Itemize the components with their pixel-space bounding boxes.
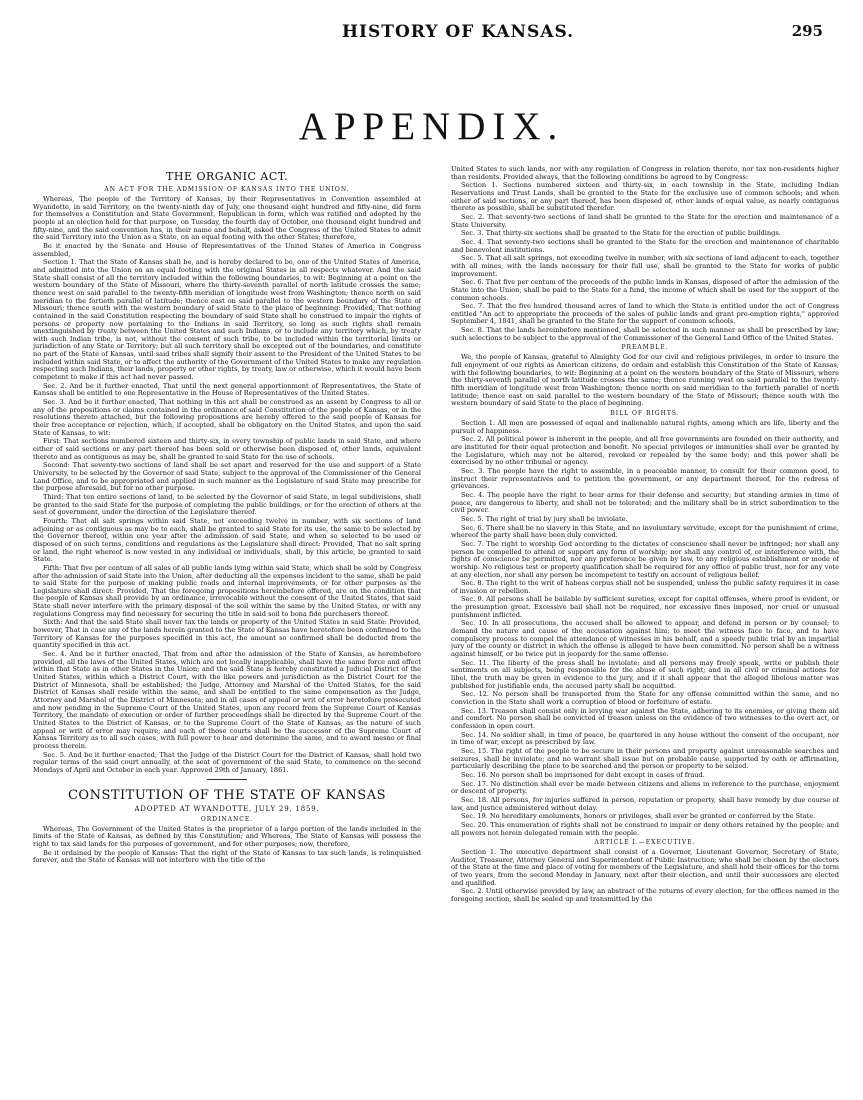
paragraph: Sec. 4. And be it further enacted, That from and after the admission of the State of Kansas, as hereinbefore provided, all the laws of the United States, which are not locally inapplicable, shall have the same force and effect within that State as in other States in the Union; and the said State is hereby constituted a Judicial District of the United States, within which a District Court, with the like powers and jurisdiction as the District Court for the District of Minnesota, shall be established; the Judge, Attorney and Marshal of the United States, for the said District of Kansas shall reside within the same, and shall be entitled to the same compensation as the Judge, Attorney and Marshal of the District of Minnesota; and in all cases of appeal or writ of error heretofore prosecuted and now pending in the Supreme Court of the United States, upon any record from the Supreme Court of Kansas Territory, the mandate of execution or order of further proceedings shall be directed by the Supreme Court of the United States to the District of Kansas, or to the Supreme Court of the State of Kansas, as the nature of such appeal or writ of error may require; and each of those courts shall be the successor of the Supreme Court of Kansas Territory as to all such cases, with full power to hear and determine the same, and to award mesne or final process therein. xyxy=(33,650,421,750)
paragraph: Sec. 7. That the five hundred thousand acres of land to which the State is entitled under the act of Congress entitled "An act to appropriate the proceeds of the sales of public lands and grant pre-emption rights," approved September 4, 1841, shall be granted to the State for the support of common schools. xyxy=(451,302,839,326)
paragraph: Sec. 12. No person shall be transported from the State for any offense committed within the same, and no conviction in the State shall work a corruption of blood or forfeiture of estate. xyxy=(451,690,839,706)
paragraph: Sec. 2. All political power is inherent in the people, and all free governments are founded on their authority, and are instituted for their equal protection and benefit. No special privileges or immunities shall ever be granted by the Legislature, which may not be altered, revoked or repealed by the same body; and this power shall be exercised by no other tribunal or agency. xyxy=(451,435,839,467)
paragraph: Second: That seventy-two sections of land shall be set apart and reserved for the use and support of a State University, to be selected by the Governor of said State, subject to the approval of the Commissioner of the General Land Office, and to be appropriated and applied in such manner as the Legislature of said State may prescribe for the purpose aforesaid, but for no other purpose. xyxy=(33,461,421,493)
paragraph: Sec. 11. The liberty of the press shall be inviolate; and all persons may freely speak, write or publish their sentiments on all subjects, being responsible for the abuse of such right; and in all civil or criminal actions for libel, the truth may be given in evidence to the jury, and if it shall appear that the alleged libelous matter was published for justifiable ends, the accused party shall be acquitted. xyxy=(451,658,839,690)
paragraph: Section 1. Sections numbered sixteen and thirty-six, in each township in the State, including Indian Reservations and Trust Lands, shall be granted to the State for the exclusive use of common schools; and when either of said sections, or any part thereof, has been disposed of, other lands of equal value, as nearly contiguous thereto as possible, shall be substituted therefor. xyxy=(451,181,839,213)
paragraph: Sec. 5. And be it further enacted, That the Judge of the District Court for the District of Kansas, shall hold two regular terms of the said court annually, at the seat of government of the said State, to commence on the second Mondays of April and October in each year. Approved 29th of January, 1861. xyxy=(33,750,421,774)
paragraph: Sec. 3. That thirty-six sections shall be granted to the State for the erection of public buildings. xyxy=(461,229,781,238)
paragraph: Sec. 16. No person shall be imprisoned for debt except in cases of fraud. xyxy=(461,770,705,779)
paragraph: Whereas, The Government of the United States is the proprietor of a large portion of the lands included in the limits of the State of Kansas, as defined by this Constitution; and Whereas, The State of Kansas will possess the right to tax said lands for the purposes of government, and for other purposes; now, therefore, xyxy=(33,824,421,848)
paragraph: Sec. 18. All persons, for injuries suffered in person, reputation or property, shall have remedy by due course of law, and justice administered without delay. xyxy=(451,795,839,812)
paragraph: Fifth: That five per centum of all sales of all public lands lying within said State, which shall be sold by Congress after the admission of said State into the Union, after deducting all the expenses incident to the same, shall be paid to said State for the purpose of making public roads and internal improvements, or for other purposes as the Legislature shall direct: Provided, That the foregoing propositions hereinbefore offered, are on the condition that the people of Kansas shall provide by an ordinance, irrevocable without the consent of the United States, that said State shall never interfere with the primary disposal of the soil within the same by the United States, or with any regulations Congress may find necessary for securing the title in said soil to bona fide purchasers thereof. xyxy=(33,563,421,618)
paragraph: Section 1. The executive department shall consist of a Governor, Lieutenant Governor, Secretary of State, Auditor, Treasurer, Attorney General and Superintendent of Public Instruction; who shall be chosen by the electors of the State at the time and place of voting for members of the Legislature, and shall hold their offices for the term of two years, from the second Monday in January, next after their election, and until their successors are elected and qualified. xyxy=(451,848,839,887)
paragraph: Sec. 10. In all prosecutions, the accused shall be allowed to appear, and defend in person or by counsel; to demand the nature and cause of the accusation against him; to meet the witness face to face, and to have compulsory process to compel the attendance of witnesses in his behalf, and a speedy public trial by an impartial jury of the county or district in which the offense is alleged to have been committed. No person shall be a witness against himself, or be twice put in jeopardy for the same offense. xyxy=(451,619,839,659)
paragraph: Sec. 13. Treason shall consist only in levying war against the State, adhering to its enemies, or giving them aid and comfort. No person shall be convicted of treason unless on the evidence of two witnesses to the overt act, or confession in open court. xyxy=(451,706,839,730)
paragraph: Sec. 8. The right to the writ of habeas corpus shall not be suspended, unless the public safety requires it in case of invasion or rebellion. xyxy=(451,579,839,595)
preamble-label: PREAMBLE. xyxy=(621,344,669,352)
paragraph: Fourth: That all salt springs within said State, not exceeding twelve in number, with six sections of land adjoining or as contiguous as may be to each, shall be granted to said State for its use, the same to be selected by the Governor thereof, within one year after the admission of said State, and when so selected to be used or disposed of on such terms, conditions and regulations as the Legislature shall direct: Provided, That no salt spring or land, the right whereof is now vested in any individual or individuals, shall, by this article, be granted to said State. xyxy=(33,516,421,564)
paragraph: Be it enacted by the Senate and House of Representatives of the United States of America in Congress assembled, xyxy=(33,241,421,258)
paragraph: Sec. 19. No hereditary emoluments, honors or privileges, shall ever be granted or conferred by the State. xyxy=(461,812,816,821)
paragraph: United States to such lands, nor with any regulation of Congress in relation thereto, nor tax non-residents higher than residents. Provided always, that the following conditions be agreed to by Congress: xyxy=(451,166,839,181)
paragraph: Sec. 4. The people have the right to bear arms for their defense and security; but standing armies in time of peace, are dangerous to liberty, and shall not be tolerated; and the military shall be in strict subordination to the civil power. xyxy=(451,490,839,515)
paragraph: Sec. 14. No soldier shall, in time of peace, be quartered in any house without the consent of the occupant, nor in time of war, except as prescribed by law. xyxy=(451,730,839,747)
paragraph: Sec. 3. The people have the right to assemble, in a peaceable manner, to consult for their common good, to instruct their representatives and to petition the government, or any department thereof, for the redress of grievances. xyxy=(451,466,839,491)
paragraph: Whereas, The people of the Territory of Kansas, by their Representatives in Convention assembled at Wyandotte, in said Territory, on the twenty-ninth day of July, one thousand eight hundred and fifty-nine, did form for themselves a Constitution and State Government, Republican in form, which was ratified and adopted by the people at an election held for that purpose, on Tuesday, the fourth day of October, one thousand eight hundred and fifty-nine, and the said convention has, in their name and behalf, asked the Congress of the United States to admit the said Territory into the Union as a State, on an equal footing with the other States; therefore, xyxy=(33,195,421,242)
paragraph: Sec. 20. This enumeration of rights shall not be construed to impair or deny others retained by the people; and all powers not herein delegated remain with the people. xyxy=(451,820,839,837)
paragraph: Sec. 6. There shall be no slavery in this State, and no involuntary servitude, except for the punishment of crime, whereof the party shall have been duly convicted. xyxy=(451,523,839,540)
paragraph: Sec. 4. That seventy-two sections shall be granted to the State for the erection and maintenance of charitable and benevolent institutions. xyxy=(451,237,839,254)
preamble-text: We, the people of Kansas, grateful to Almighty God for our civil and religious privileges, in order to insure the full enjoyment of our rights as American citizens, do ordain and establish this Constitution of the State of Kansas, with the following boundaries, to wit: Beginning at a point on the western boundary of the State of Missouri, where the thirty-seventh parallel of north latitude crosses the same; thence running west on said parallel to the twenty-fifth meridian of longitude west from Washington; thence north on said meridian to the fortieth parallel of north latitude; thence east on said parallel to the western boundary of the State of Missouri; thence south with the western boundary of said State to the place of beginning. xyxy=(451,353,839,408)
paragraph: Sec. 2. That seventy-two sections of land shall be granted to the State for the erection and maintenance of a State University. xyxy=(451,212,839,229)
right-column xyxy=(451,166,839,1096)
organic-act-heading: THE ORGANIC ACT. xyxy=(166,170,288,183)
paragraph: Sec. 17. No distinction shall ever be made between citizens and aliens in reference to the purchase, enjoyment or descent of property. xyxy=(451,779,839,796)
paragraph: Sec. 3. And be it further enacted, That nothing in this act shall be construed as an assent by Congress to all or any of the propositions or claims contained in the ordinance of said Constitution of the people of Kansas, or in the resolutions thereto attached, but the following propositions are hereby offered to the said people of Kansas for their free acceptance or rejection, which, if accepted, shall be obligatory on the United States, and upon the said State of Kansas, to wit: xyxy=(33,398,421,437)
article-label: ARTICLE I.—EXECUTIVE. xyxy=(594,839,696,847)
paragraph: Sixth: And that the said State shall never tax the lands or property of the United States in said State: Provided, however, That in case any of the lands herein granted to the State of Kansas have heretofore been confirmed to the Territory of Kansas for the purposes specified in this act, the amount so confirmed shall be deducted from the quantity specified in this act. xyxy=(33,618,421,650)
paragraph: Section 1. All men are possessed of equal and inalienable natural rights, among which are life, liberty and the pursuit of happiness. xyxy=(451,419,839,435)
bill-of-rights-label: BILL OF RIGHTS. xyxy=(610,410,680,418)
paragraph: Sec. 9. All persons shall be bailable by sufficient sureties, except for capital offenses, where proof is evident, or the presumption great. Excessive bail shall not be required, nor excessive fines imposed, nor cruel or unusual punishment inflicted. xyxy=(451,595,839,619)
constitution-subheading: ADOPTED AT WYANDOTTE, JULY 29, 1859. xyxy=(134,804,320,813)
paragraph: Sec. 2. And be it further enacted, That until the next general apportionment of Representatives, the State of Kansas shall be entitled to one Representative in the House of Representatives of the United States. xyxy=(33,381,421,398)
paragraph: Sec. 5. That all salt springs, not exceeding twelve in number, with six sections of land adjacent to each, together with all mines, with the lands necessary for their full use, shall be granted to the State for works of public improvement. xyxy=(451,254,839,278)
paragraph: Be it ordained by the people of Kansas: That the right of the State of Kansas to tax such lands, is relinquished forever, and the State of Kansas will not interfere with the title of the xyxy=(33,848,421,865)
ordinance-label: ORDINANCE. xyxy=(200,815,254,823)
page-number: 295 xyxy=(791,22,823,40)
paragraph: Sec. 15. The right of the people to be secure in their persons and property against unreasonable searches and seizures, shall be inviolate; and no warrant shall issue but on probable cause, supported by oath or affirmation, particularly describing the place to be searched and the person or property to be seized. xyxy=(451,746,839,771)
paragraph: Section 1. That the State of Kansas shall be, and is hereby declared to be, one of the United States of America, and admitted into the Union on an equal footing with the original States in all respects whatever. And the said State shall consist of all the territory included within the following boundaries, to wit: Beginning at a point on the western boundary of the State of Missouri, where the thirty-seventh parallel of north latitude crosses the same; thence west on said parallel to the twenty-fifth meridian of longitude west from Washington; thence north on said meridian to the fortieth parallel of latitude; thence east on said parallel to the western boundary of the State of Missouri; thence south with the western boundary of said State to the place of beginning: Provided, That nothing contained in the said Constitution respecting the boundary of said State shall be construed to impair the rights of persons or property now pertaining to the Indians in said Territory, so long as such rights shall remain unextinguished by treaty between the United States and such Indians, or to include any territory which, by treaty with such Indian tribe, is not, without the consent of such tribe, to be included within the territorial limits or jurisdiction of any State or Territory; but all such territory shall be excepted out of the boundaries, and constitute no part of the State of Kansas, until said tribes shall signify their assent to the President of the United States to be included within said State, or to affect the authority of the Government of the United States to make any regulation respecting such Indians, their lands, property or other rights, by treaty, law or otherwise, which it would have been competent to make if this act had never passed. xyxy=(33,258,421,382)
organic-act-subheading: AN ACT FOR THE ADMISSION OF KANSAS INTO THE UNION. xyxy=(104,186,350,193)
divider xyxy=(207,779,247,780)
paragraph: Sec. 8. That the lands hereinbefore mentioned, shall be selected in such manner as shall be prescribed by law; such selections to be subject to the approval of the Commissioner of the General Land Office of the United States. xyxy=(451,326,839,342)
running-header xyxy=(0,18,863,48)
paragraph: First: That sections numbered sixteen and thirty-six, in every township of public lands in said State, and where either of said sections or any part thereof has been sold or otherwise been disposed of, other lands, equivalent thereto and as contiguous as may be, shall be granted to said State for the use of schools. xyxy=(33,437,421,461)
running-title: HISTORY OF KANSAS. xyxy=(342,22,575,42)
left-column xyxy=(33,166,421,1096)
paragraph: Sec. 2. Until otherwise provided by law, an abstract of the returns of every election, for the offices named in the foregoing section, shall be sealed up and transmitted by the xyxy=(451,887,839,904)
paragraph: Sec. 7. The right to worship God according to the dictates of conscience shall never be infringed; nor shall any person be compelled to attend or support any form of worship; nor shall any control of, or interference with, the rights of conscience be permitted, nor any preference be given by law, to any religious establishment or mode of worship. No religious test or property qualification shall be required for any office of public trust, nor for any vote at any election, nor shall any person be incompetent to testify on account of religious belief. xyxy=(451,539,839,579)
paragraph: Sec. 6. That five per centum of the proceeds of the public lands in Kansas, disposed of after the admission of the State into the Union, shall be paid to the State for a fund, the income of which shall be used for the support of the common schools. xyxy=(451,278,839,302)
paragraph: Third: That ten entire sections of land, to be selected by the Governor of said State, in legal subdivisions, shall be granted to the said State for the purpose of completing the public buildings, or for the erection of others at the seat of government, under the direction of the Legislature thereof. xyxy=(33,492,421,517)
appendix-title: APPENDIX. xyxy=(298,105,565,148)
paragraph: Sec. 5. The right of trial by jury shall be inviolate. xyxy=(461,514,628,523)
constitution-heading: CONSTITUTION OF THE STATE OF KANSAS xyxy=(67,787,387,803)
